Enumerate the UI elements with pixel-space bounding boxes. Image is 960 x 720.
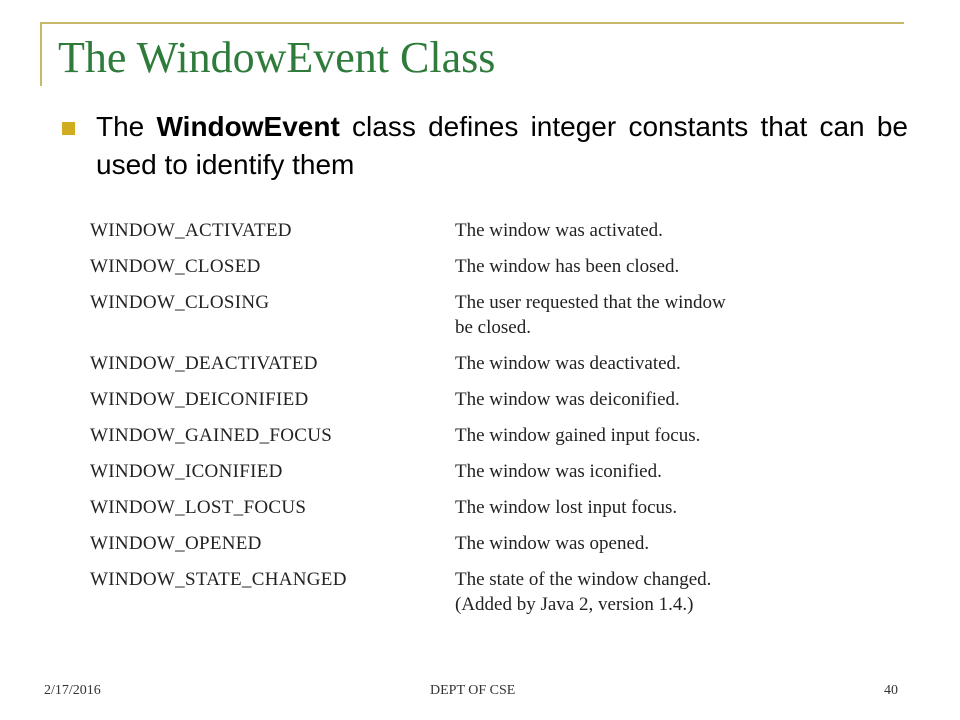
constant-desc: The window was activated. <box>455 220 663 241</box>
footer-dept: DEPT OF CSE <box>430 683 516 698</box>
table-row <box>90 567 815 628</box>
bullet-item <box>62 108 908 184</box>
constants-table <box>90 218 815 628</box>
constant-desc: The window was deiconified. <box>455 389 680 410</box>
bullet-square-icon <box>62 122 75 135</box>
constant-name: WINDOW_ACTIVATED <box>90 220 292 241</box>
constant-desc: The window was iconified. <box>455 461 662 482</box>
constant-desc: The window has been closed. <box>455 256 680 277</box>
bullet-text-bold: WindowEvent <box>156 111 340 142</box>
table-row <box>90 495 815 531</box>
constant-desc: The window lost input focus. <box>455 497 678 518</box>
constant-desc: The user requested that the window be closed. <box>455 292 726 338</box>
constant-desc: The window was deactivated. <box>455 353 681 374</box>
constant-name: WINDOW_ICONIFIED <box>90 461 283 482</box>
table-row <box>90 218 815 254</box>
left-rule <box>40 22 42 86</box>
constant-name: WINDOW_LOST_FOCUS <box>90 497 307 518</box>
bullet-text-post: class defines integer constants that can be used to identify them <box>96 111 908 180</box>
top-rule <box>40 22 904 24</box>
constant-name: WINDOW_STATE_CHANGED <box>90 569 347 590</box>
constant-name: WINDOW_GAINED_FOCUS <box>90 425 333 446</box>
constant-name: WINDOW_DEACTIVATED <box>90 353 318 374</box>
bullet-text-pre: The <box>96 111 157 142</box>
constant-name: WINDOW_DEICONIFIED <box>90 389 309 410</box>
slide-title: The WindowEvent Class <box>58 33 496 82</box>
constant-desc: The window gained input focus. <box>455 425 701 446</box>
constant-name: WINDOW_OPENED <box>90 533 262 554</box>
table-row <box>90 531 815 567</box>
table-row <box>90 290 815 351</box>
table-row <box>90 423 815 459</box>
constant-desc: The window was opened. <box>455 533 650 554</box>
table-row <box>90 254 815 290</box>
table-row <box>90 351 815 387</box>
footer-date: 2/17/2016 <box>44 683 101 698</box>
bullet-text <box>96 108 908 184</box>
constant-name: WINDOW_CLOSED <box>90 256 261 277</box>
table-row <box>90 387 815 423</box>
footer-page-number: 40 <box>884 683 898 698</box>
table-row <box>90 459 815 495</box>
constant-desc: The state of the window changed. (Added by Java 2, version 1.4.) <box>455 569 712 615</box>
constant-name: WINDOW_CLOSING <box>90 292 270 313</box>
